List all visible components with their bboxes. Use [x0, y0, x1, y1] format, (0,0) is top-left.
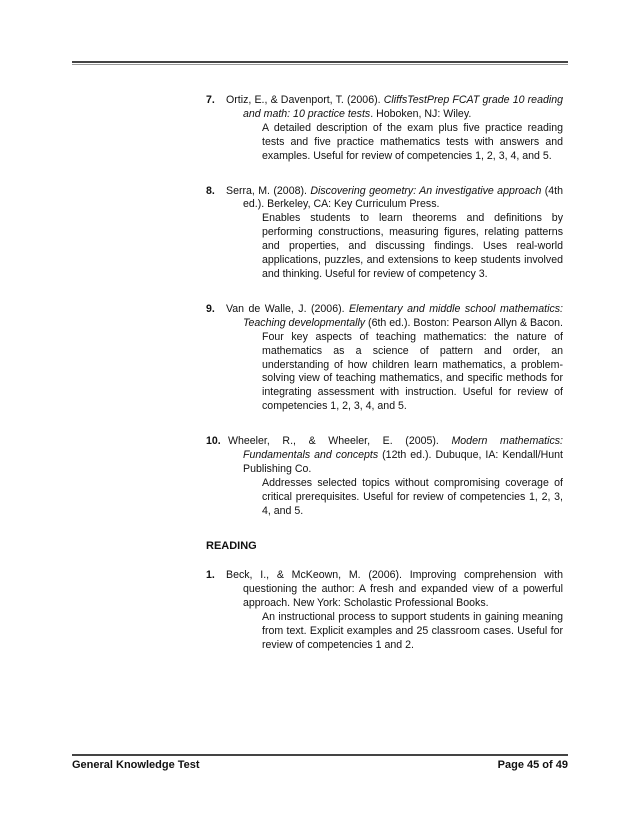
entry-number: 1.	[206, 569, 215, 582]
citation-authors: Wheeler, R., & Wheeler, E. (2005).	[228, 435, 452, 448]
citation-authors: Ortiz, E., & Davenport, T. (2006).	[226, 94, 384, 106]
citation-text: Beck, I., & McKeown, M. (2006). Improving comprehension with questioning the author: A fresh and expanded view of a powerful approach. New York: Scholastic Professional Books.	[226, 569, 563, 610]
annotation: Enables students to learn theorems and definitions by performing constructions, measuring figures, relating patterns and properties, and discussing findings. Uses real-world applications, puzzles, and extensions to keep students involved and thinking. Useful for review of competency 3.	[262, 212, 563, 280]
citation	[206, 435, 563, 477]
citation	[206, 185, 563, 213]
page-number: Page 45 of 49	[497, 759, 568, 771]
annotation: Four key aspects of teaching mathematics: the nature of mathematics as a science of pattern and order, an understanding of how children learn mathematics, a problem-solving view of teaching mathematics, and specific methods for integrating assessment with instruction. Useful for review of competencies 1, 2, 3, 4, and 5.	[262, 330, 563, 413]
header-rule-thin	[72, 64, 568, 65]
header-rule	[72, 61, 568, 63]
annotation: A detailed description of the exam plus five practice reading tests and five practice mathematics tests with answers and examples. Useful for review of competencies 1, 2, 3, 4, and 5.	[262, 121, 563, 162]
citation-publisher: (4th ed.). Berkeley, CA: Key Curriculum Press.	[243, 184, 563, 211]
citation-publisher: . Hoboken, NJ: Wiley.	[370, 107, 472, 120]
citation-publisher: (12th ed.). Dubuque, IA: Kendall/Hunt Publishing Co.	[243, 449, 563, 475]
annotation: An instructional process to support students in gaining meaning from text. Explicit examples and 25 classroom cases. Useful for review of competencies 1 and 2.	[262, 611, 563, 651]
reference-entry-9	[206, 303, 563, 414]
footer-rule	[72, 754, 568, 756]
reference-list	[206, 94, 563, 674]
page-footer	[72, 759, 568, 771]
citation-title: Elementary and middle school mathematics: Teaching developmentally	[243, 302, 563, 329]
reference-entry-7	[206, 94, 563, 164]
citation-publisher: (6th ed.). Boston: Pearson Allyn & Bacon.	[365, 316, 563, 329]
reference-entry-10	[206, 435, 563, 518]
citation	[206, 303, 563, 331]
footer-title: General Knowledge Test	[72, 759, 200, 771]
entry-number: 10.	[206, 435, 221, 448]
entry-number: 9.	[206, 302, 215, 315]
entry-number: 8.	[206, 184, 215, 197]
citation-authors: Van de Walle, J. (2006).	[226, 302, 350, 315]
citation-title: CliffsTestPrep FCAT grade 10 reading and math: 10 practice tests	[243, 94, 563, 120]
section-heading-reading: READING	[206, 539, 257, 552]
citation-title: Discovering geometry: An investigative approach	[310, 184, 542, 197]
entry-number: 7.	[206, 94, 215, 106]
annotation: Addresses selected topics without compromising coverage of critical prerequisites. Useful for review of competencies 1, 2, 3, 4, and 5.	[262, 476, 563, 517]
citation	[206, 569, 563, 611]
citation-authors: Serra, M. (2008).	[226, 184, 311, 197]
reference-entry-reading-1	[206, 569, 563, 652]
citation	[206, 94, 563, 122]
reference-entry-8	[206, 185, 563, 282]
citation-title: Modern mathematics: Fundamentals and concepts	[243, 435, 563, 462]
